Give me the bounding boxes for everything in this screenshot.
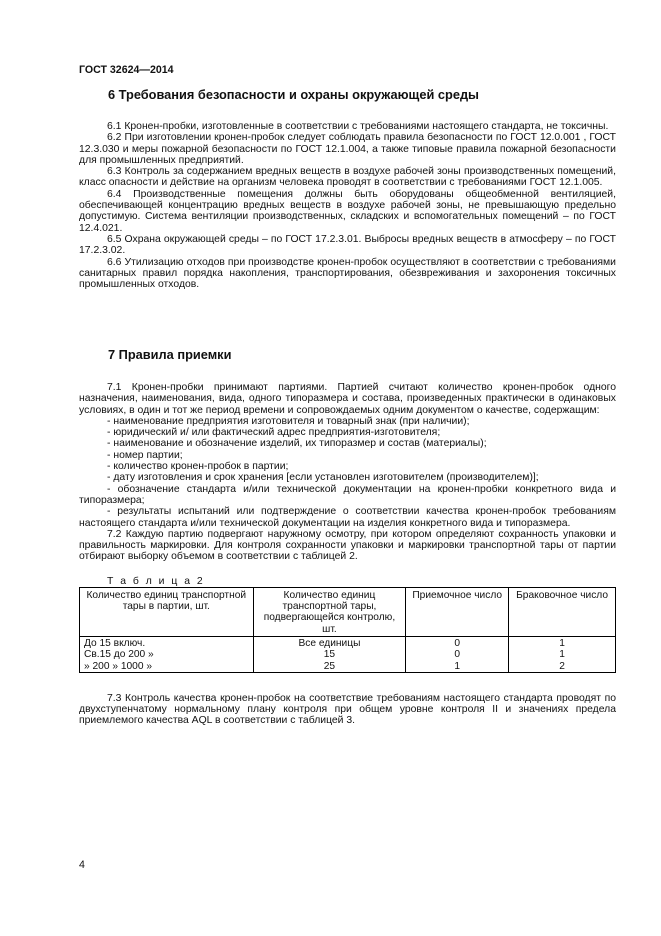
list-item: - количество кронен-пробок в партии; [107, 461, 289, 473]
paragraph-7-1: 7.1 Кронен-пробки принимают партиями. Партией считают количество кронен-пробок одного назначения, наименования, вида, одного типоразмера и состава, произведенных практически в одинаковых условиях, в один и тот же период времени и сопровождаемых одним документом о качестве, содержащим: [79, 382, 616, 416]
page-number: 4 [79, 859, 85, 871]
table-header-cell: Приемочное число [406, 587, 509, 636]
section-7 [79, 347, 616, 727]
list-item: - наименование предприятия изготовителя и товарный знак (при наличии); [107, 415, 470, 427]
list-item: - юридический и/ или фактический адрес предприятия-изготовителя; [107, 427, 441, 439]
table-header-row [80, 587, 616, 636]
table-header-cell: Количество единиц транспортной тары, подвергающейся контролю, шт. [253, 587, 406, 636]
table-cell: Все единицы [253, 636, 406, 649]
paragraph-6-1: 6.1 Кронен-пробки, изготовленные в соответствии с требованиями настоящего стандарта, не токсичны. [107, 121, 609, 132]
table-row [80, 661, 616, 673]
table-cell: 1 [509, 649, 616, 660]
table-cell: До 15 включ. [80, 636, 254, 649]
table-cell: 25 [253, 661, 406, 673]
table-cell: 1 [509, 636, 616, 649]
list-item: - номер партии; [107, 449, 183, 461]
paragraph-6-5: 6.5 Охрана окружающей среды – по ГОСТ 17.2.3.01. Выбросы вредных веществ в атмосферу – по ГОСТ 17.2.3.02. [79, 233, 616, 257]
list-item: - обозначение стандарта и/или технической документации на кронен-пробки конкретного вида и типоразмера; [79, 483, 616, 506]
table-row [80, 649, 616, 660]
section-6-title: 6 Требования безопасности и охраны окружающей среды [108, 87, 479, 102]
section-6 [79, 87, 616, 290]
table-row [80, 636, 616, 649]
table-cell: 0 [406, 649, 509, 660]
table-cell: 2 [509, 661, 616, 673]
paragraph-6-4: 6.4 Производственные помещения должны быть оборудованы общеобменной вентиляцией, обеспечивающей концентрацию вредных веществ в воздухе рабочей зоны, не превышающую предельно допустимую. Система вентиляции производственных, складских и вспомогательных помещений – по ГОСТ 12.4.021. [79, 188, 616, 234]
table-caption: Т а б л и ц а 2 [107, 575, 205, 587]
list-item: - результаты испытаний или подтверждение о соответствии качества кронен-пробок требованиям настоящего стандарта и/или технической документации на изделия конкретного вида и типоразмера. [79, 506, 616, 529]
paragraph-7-3: 7.3 Контроль качества кронен-пробок на соответствие требованиям настоящего стандарта проводят по двухступенчатому нормальному плану контроля при общем уровне контроля II и значениях предела приемлемого качества AQL в соответствии с таблицей 3. [79, 692, 616, 727]
document-header: ГОСТ 32624—2014 [79, 64, 174, 76]
table-cell: 1 [406, 661, 509, 673]
list-item: - дату изготовления и срок хранения [если установлен изготовителем (производителем)]; [107, 472, 539, 484]
table-header-cell: Количество единиц транспортной тары в партии, шт. [80, 587, 254, 636]
section-7-body [79, 382, 616, 727]
sampling-table [79, 587, 616, 673]
paragraph-7-2: 7.2 Каждую партию подвергают наружному осмотру, при котором определяют сохранность упаковки и правильность маркировки. Для контроля сохранности упаковки и маркировки транспортной тары от партии отбирают выборку объемом в соответствии с таблицей 2. [79, 528, 616, 563]
list-item: - наименование и обозначение изделий, их типоразмер и состав (материалы); [107, 438, 487, 450]
section-7-title: 7 Правила приемки [108, 347, 232, 362]
table-cell: 0 [406, 636, 509, 649]
table-header-cell: Браковочное число [509, 587, 616, 636]
paragraph-6-2: 6.2 При изготовлении кронен-пробок следует соблюдать правила безопасности по ГОСТ 12.0.001 , ГОСТ 12.3.030 и меры пожарной безопасности по ГОСТ 12.1.004, а также типовые правила пожарной безопасности для промышленных предприятий. [79, 132, 616, 166]
section-6-body [79, 121, 616, 290]
table-cell: 15 [253, 649, 406, 660]
paragraph-6-6: 6.6 Утилизацию отходов при производстве кронен-пробок осуществляют в соответствии с требованиями санитарных правил порядка накопления, транспортирования, обезвреживания и захоронения токсичных промышленных отходов. [79, 256, 616, 291]
table-cell: Св.15 до 200 » [80, 649, 254, 660]
table-cell: » 200 » 1000 » [80, 661, 254, 673]
paragraph-6-3: 6.3 Контроль за содержанием вредных веществ в воздухе рабочей зоны производственных помещений, класс опасности и действие на организм человека проводят в соответствии с требованиями ГОСТ 12.1.005. [79, 166, 616, 189]
